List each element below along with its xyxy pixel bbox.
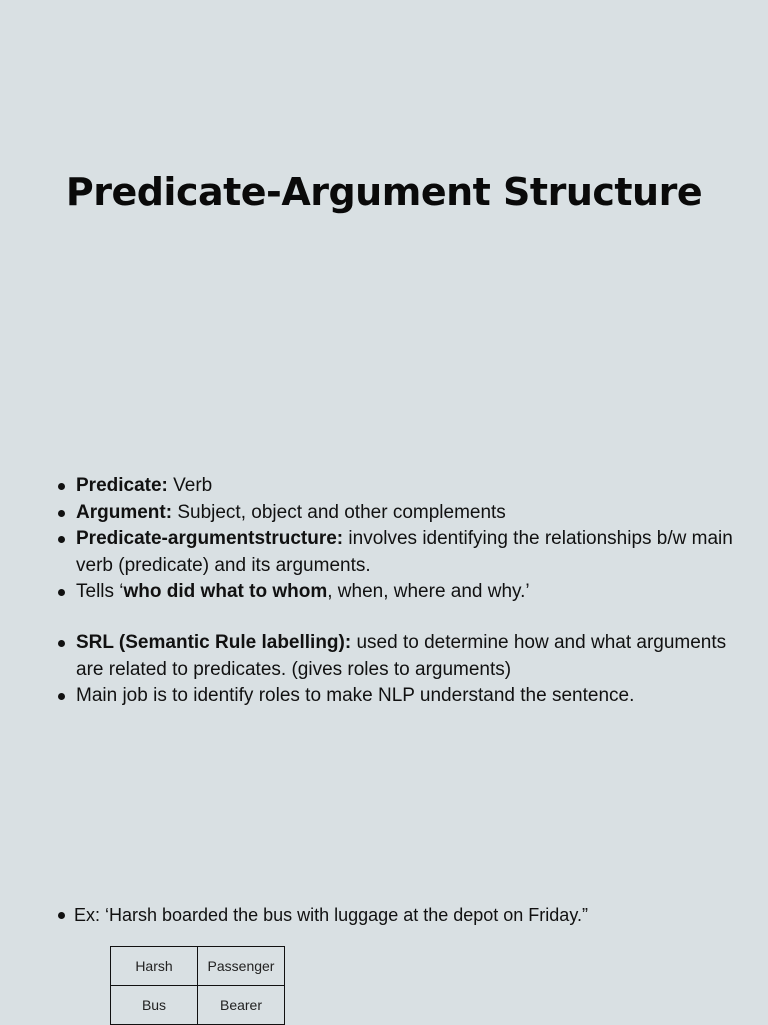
bullet-icon bbox=[58, 589, 65, 596]
item-prefix: Tells ‘ bbox=[76, 581, 124, 602]
list-item bbox=[56, 630, 736, 683]
bullet-icon bbox=[58, 640, 65, 647]
list-item bbox=[56, 473, 736, 500]
term-label: SRL (Semantic Rule labelling): bbox=[76, 632, 352, 653]
table-cell: Passenger bbox=[198, 947, 285, 986]
example-list bbox=[56, 902, 736, 929]
term-text: Verb bbox=[167, 475, 213, 496]
table-cell: Bearer bbox=[198, 986, 285, 1025]
srl-list bbox=[56, 630, 736, 710]
list-item bbox=[56, 683, 736, 710]
emphasis-text: who did what to whom bbox=[123, 581, 328, 602]
roles-table bbox=[110, 946, 285, 1025]
bullet-icon bbox=[58, 912, 65, 919]
example-sentence: Ex: ‘Harsh boarded the bus with luggage at the depot on Friday.” bbox=[74, 905, 588, 925]
bullet-icon bbox=[58, 510, 65, 517]
slide-title: Predicate-Argument Structure bbox=[65, 170, 703, 214]
table-row bbox=[111, 947, 285, 986]
list-item bbox=[56, 579, 736, 606]
term-text: involves identifying the relationships b/w main verb (predicate) and its arguments. bbox=[76, 528, 733, 576]
item-text: Main job is to identify roles to make NLP understand the sentence. bbox=[76, 685, 635, 706]
list-item bbox=[56, 500, 736, 527]
table-cell: Harsh bbox=[111, 947, 198, 986]
bullet-icon bbox=[58, 536, 65, 543]
table-cell: Bus bbox=[111, 986, 198, 1025]
definitions-list bbox=[56, 473, 736, 606]
term-label: Argument: bbox=[76, 501, 173, 523]
list-item bbox=[56, 526, 736, 579]
term-text: used to determine how and what arguments are related to predicates. (gives roles to arguments) bbox=[76, 632, 727, 680]
bullet-icon bbox=[58, 483, 65, 490]
term-label: Predicate: bbox=[76, 475, 168, 496]
list-item bbox=[56, 902, 736, 929]
term-label: Predicate-argumentstructure: bbox=[76, 528, 344, 549]
item-text: , when, where and why.’ bbox=[327, 581, 530, 602]
bullet-icon bbox=[58, 693, 65, 700]
table-row bbox=[111, 986, 285, 1025]
term-text: Subject, object and other complements bbox=[172, 501, 506, 523]
